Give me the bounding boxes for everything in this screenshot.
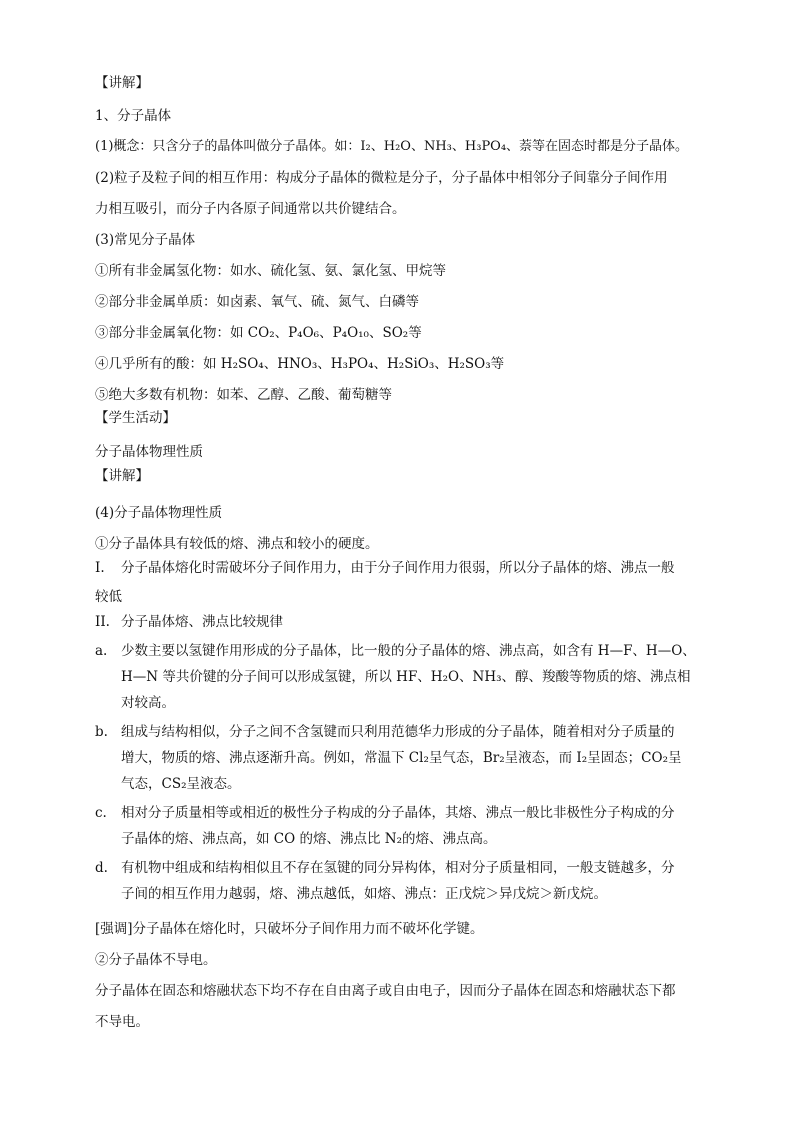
rule-a-line-1: 少数主要以氢键作用形成的分子晶体，比一般的分子晶体的熔、沸点高，如含有 H—F、H—O、: [121, 643, 696, 659]
common-item-2: ②部分非金属单质：如卤素、氧气、硫、氮气、白磷等: [95, 294, 419, 310]
conduct-paragraph-line-2: 不导电。: [95, 1014, 149, 1030]
rule-b-line-1: 组成与结构相似，分子之间不含氢键而只利用范德华力形成的分子晶体，随着相对分子质量的: [121, 724, 675, 740]
property-2: ②分子晶体不导电。: [95, 952, 217, 968]
conduct-paragraph-line-1: 分子晶体在固态和熔融状态下均不存在自由离子或自由电子，因而分子晶体在固态和熔融状态下都: [95, 983, 676, 999]
rule-a-marker: a.: [95, 643, 108, 659]
section-1-title: 1、分子晶体: [95, 108, 172, 124]
rule-a-line-3: 对较高。: [121, 695, 175, 711]
rule-d-marker: d.: [95, 860, 108, 876]
lecture-header-2: 【讲解】: [95, 468, 149, 484]
student-activity-header: 【学生活动】: [95, 410, 176, 426]
rule-b-marker: b.: [95, 724, 108, 740]
concept-paragraph: (1)概念：只含分子的晶体叫做分子晶体。如：I₂、H₂O、NH₃、H₃PO₄、萘等在固态时都是分子晶体。: [95, 139, 689, 154]
roman-i-marker: I.: [95, 560, 105, 576]
property-1: ①分子晶体具有较低的熔、沸点和较小的硬度。: [95, 536, 379, 552]
common-crystals-title: (3)常见分子晶体: [95, 232, 196, 248]
properties-title: (4)分子晶体物理性质: [95, 505, 223, 521]
rule-d-line-1: 有机物中组成和结构相似且不存在氢键的同分异构体，相对分子质量相同，一般支链越多，分: [121, 860, 675, 876]
roman-ii-marker: II.: [95, 614, 110, 630]
common-item-5: ⑤绝大多数有机物：如苯、乙醇、乙酸、葡萄糖等: [95, 387, 392, 403]
particles-paragraph-line-2: 力相互吸引，而分子内各原子间通常以共价键结合。: [95, 201, 406, 217]
common-item-4: ④几乎所有的酸：如 H₂SO₄、HNO₃、H₃PO₄、H₂SiO₃、H₂SO₃等: [95, 356, 505, 372]
common-item-3: ③部分非金属氧化物：如 CO₂、P₄O₆、P₄O₁₀、SO₂等: [95, 325, 422, 341]
emphasis-note: [强调]分子晶体在熔化时，只破坏分子间作用力而不破坏化学键。: [95, 921, 484, 937]
rule-b-line-2: 增大，物质的熔、沸点逐渐升高。例如，常温下 Cl₂呈气态，Br₂呈液态，而 I₂呈固态；CO₂呈: [121, 750, 682, 766]
lecture-header: 【讲解】: [95, 75, 149, 91]
rule-c-line-2: 子晶体的熔、沸点高，如 CO 的熔、沸点比 N₂的熔、沸点高。: [121, 831, 497, 847]
rule-b-line-3: 气态，CS₂呈液态。: [121, 776, 241, 792]
roman-ii-text: 分子晶体熔、沸点比较规律: [121, 614, 283, 630]
common-item-1: ①所有非金属氢化物：如水、硫化氢、氨、氯化氢、甲烷等: [95, 263, 446, 279]
rule-c-line-1: 相对分子质量相等或相近的极性分子构成的分子晶体，其熔、沸点一般比非极性分子构成的分: [121, 805, 675, 821]
rule-c-marker: c.: [95, 805, 107, 821]
roman-i-line-2: 较低: [95, 589, 122, 605]
rule-a-line-2: H—N 等共价键的分子间可以形成氢键，所以 HF、H₂O、NH₃、醇、羧酸等物质的熔、沸点相: [121, 669, 691, 685]
activity-text: 分子晶体物理性质: [95, 444, 203, 460]
roman-i-line-1: 分子晶体熔化时需破坏分子间作用力，由于分子间作用力很弱，所以分子晶体的熔、沸点一般: [121, 560, 675, 576]
rule-d-line-2: 子间的相互作用力越弱，熔、沸点越低，如熔、沸点：正戊烷＞异戊烷＞新戊烷。: [121, 886, 607, 902]
particles-paragraph-line-1: (2)粒子及粒子间的相互作用：构成分子晶体的微粒是分子，分子晶体中相邻分子间靠分子间作用: [95, 170, 668, 186]
